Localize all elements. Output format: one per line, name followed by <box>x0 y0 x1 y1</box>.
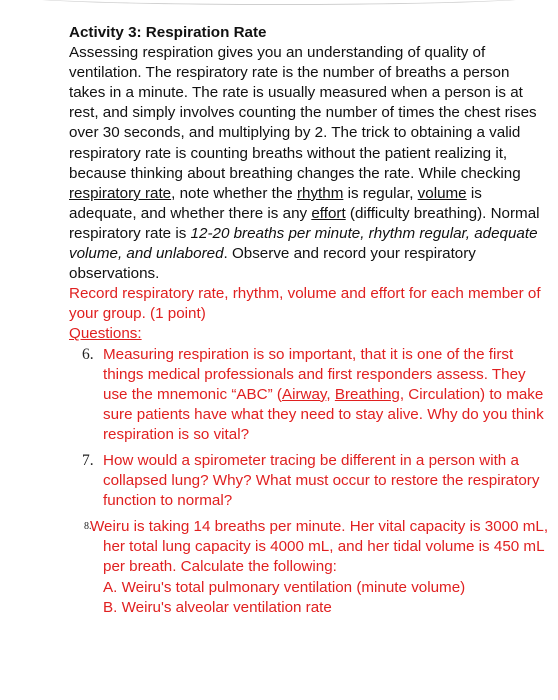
document-page <box>69 23 549 624</box>
respiratory-rate-term: respiratory rate <box>69 184 172 202</box>
intro-paragraph <box>69 43 549 284</box>
intro-text-2: , note whether the <box>171 184 297 202</box>
rhythm-term: rhythm <box>296 184 344 202</box>
questions-heading: Questions: <box>69 325 142 343</box>
intro-text-4: is adequate, and whether there is any <box>69 184 482 222</box>
question-8-part-b: B. Weiru's alveolar ventilation rate <box>103 598 332 616</box>
question-number: 6. <box>82 345 94 363</box>
question-6-text <box>103 346 544 443</box>
question-6-text-part: , Circulation) to make sure patients have what they need to stay alive. Why do you think respiration is so vital? <box>103 385 544 443</box>
record-instruction: Record respiratory rate, rhythm, volume and effort for each member of your group. (1 point) <box>69 285 541 323</box>
question-8-body <box>90 517 549 577</box>
question-number: 7. <box>82 451 94 469</box>
intro-text-1: Assessing respiration gives you an understanding of quality of ventilation. The respiratory rate is the number of breaths a person takes in a minute. The rate is usually measured when a person is at rest, and simply involves counting the number of times the chest rises over 30 seconds, and multiplying by 2. The trick to obtaining a valid respiratory rate is counting breaths without the patient realizing it, because thinking about breathing changes the rate. While checking <box>69 44 537 182</box>
question-6 <box>69 345 549 445</box>
intro-text-6: . Observe and record your respiratory observations. <box>69 245 476 283</box>
intro-text-3: is regular, <box>343 184 418 202</box>
intro-text-5: (difficulty breathing). Normal respiratory rate is <box>69 204 540 242</box>
activity-title: Activity 3: Respiration Rate <box>69 24 267 41</box>
effort-term: effort <box>311 204 346 222</box>
question-number: 8. <box>84 521 92 533</box>
question-6-text-part: , <box>326 385 335 403</box>
question-7 <box>69 451 549 511</box>
question-list <box>69 345 549 618</box>
page-edge-decoration <box>10 0 548 5</box>
breathing-term: Breathing <box>334 385 400 403</box>
question-7-text: How would a spirometer tracing be different in a person with a collapsed lung? Why? What must occur to restore the respiratory function to normal? <box>103 451 540 510</box>
question-8-prompt: Weiru is taking 14 breaths per minute. Her vital capacity is 3000 mL, her total lung capacity is 4000 mL, and her tidal volume is 450 mL per breath. Calculate the following: <box>90 518 549 576</box>
airway-term: Airway <box>281 385 327 403</box>
normal-rate-italic: 12-20 breaths per minute, rhythm regular, adequate volume, and unlabored <box>69 224 538 263</box>
question-8-text <box>90 517 549 617</box>
question-8-part-a: A. Weiru's total pulmonary ventilation (minute volume) <box>103 578 466 596</box>
volume-term: volume <box>417 184 467 202</box>
question-6-text-part: Measuring respiration is so important, that it is one of the first things medical professionals and first responders assess. They use the mnemonic “ABC” ( <box>103 345 526 403</box>
question-8 <box>69 517 549 617</box>
